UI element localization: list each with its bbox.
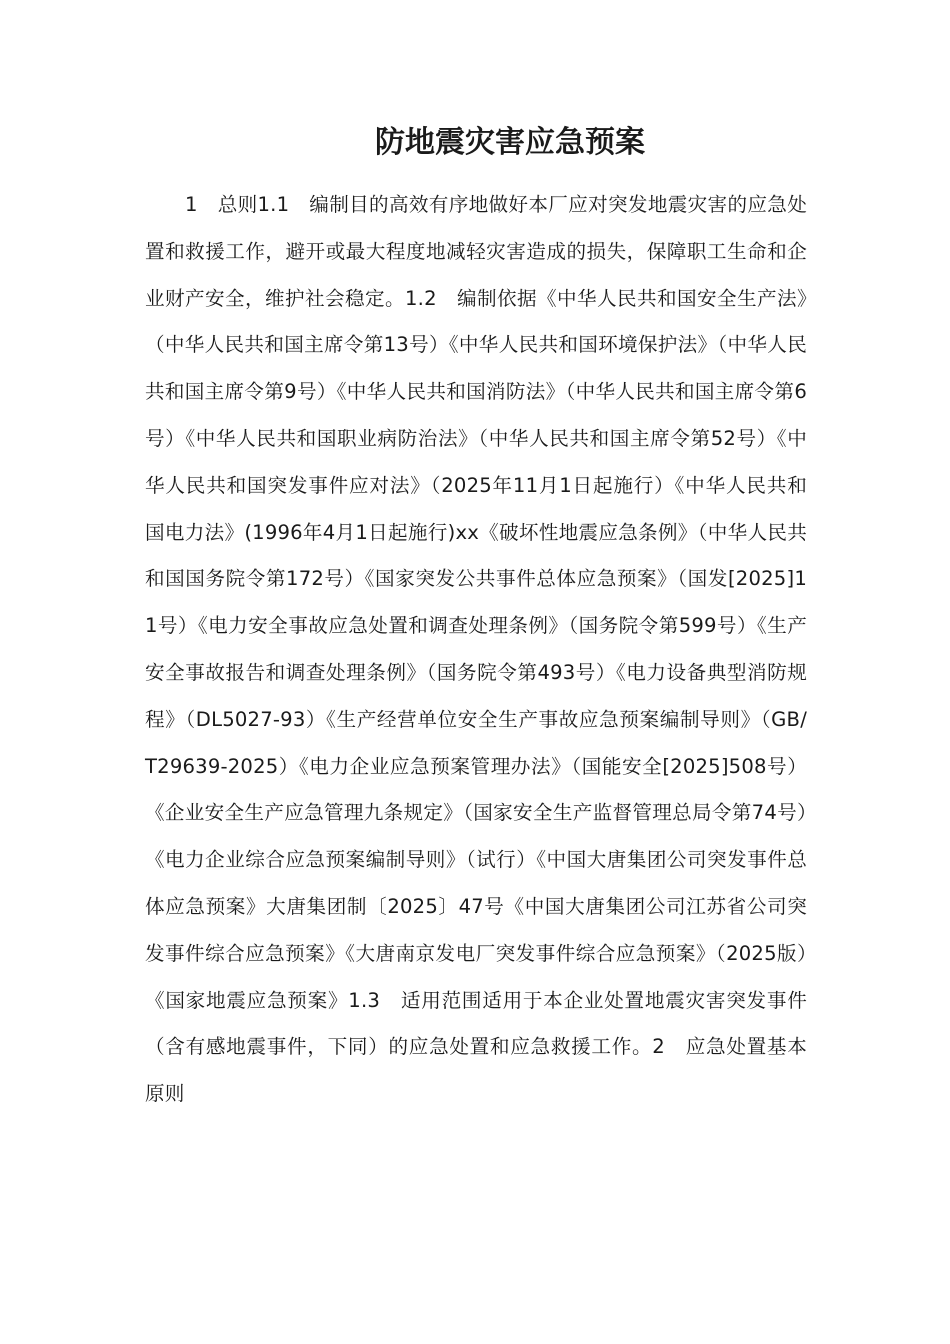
document-title: 防地震灾害应急预案 (375, 125, 645, 160)
document-body-paragraph: 1 总则1.1 编制目的高效有序地做好本厂应对突发地震灾害的应急处置和救援工作，避开或最大程度地减轻灾害造成的损失，保障职工生命和企业财产安全，维护社会稳定。1.2 编制依据《中华人民共和国安全生产法》（中华人民共和国主席令第13号）《中华人民共和国环境保护法》（中华人民共和国主席令第9号）《中华人民共和国消防法》（中华人民共和国主席令第6号）《中华人民共和国职业病防治法》（中华人民共和国主席令第52号）《中华人民共和国突发事件应对法》（2025年11月1日起施行）《中华人民共和国电力法》(1996年4月1日起施行)xx《破坏性地震应急条例》（中华人民共和国国务院令第172号）《国家突发公共事件总体应急预案》（国发[2025]11号）《电力安全事故应急处置和调查处理条例》（国务院令第599号）《生产安全事故报告和调查处理条例》（国务院令第493号）《电力设备典型消防规程》（DL5027-93）《生产经营单位安全生产事故应急预案编制导则》（GB/T29639-2025）《电力企业应急预案管理办法》（国能安全[2025]508号）《企业安全生产应急管理九条规定》（国家安全生产监督管理总局令第74号）《电力企业综合应急预案编制导则》（试行）《中国大唐集团公司突发事件总体应急预案》大唐集团制〔2025〕47号《中国大唐集团公司江苏省公司突发事件综合应急预案》《大唐南京发电厂突发事件综合应急预案》（2025版）《国家地震应急预案》1.3 适用范围适用于本企业处置地震灾害突发事件（含有感地震事件，下同）的应急处置和应急救援工作。2 应急处置基本原则 (145, 193, 807, 1106)
